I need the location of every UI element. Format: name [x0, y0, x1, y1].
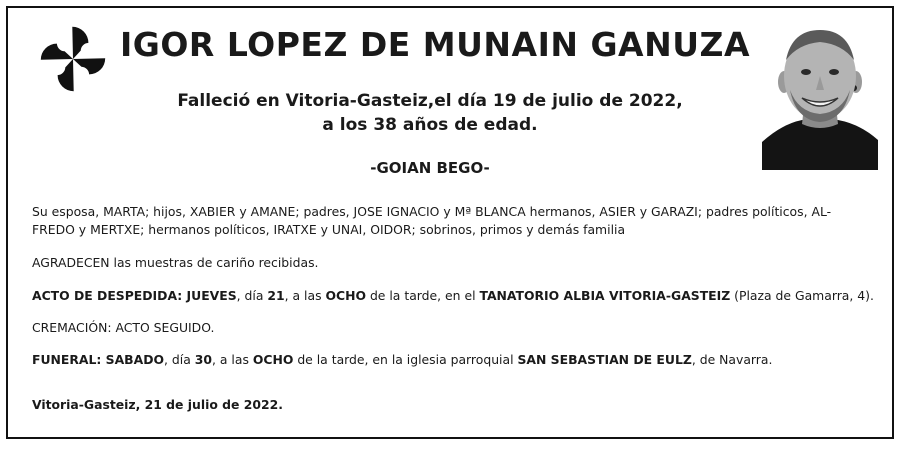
- farewell-place: TANATORIO ALBIA VITORIA-GASTEIZ: [479, 288, 731, 303]
- funeral-place: SAN SEBASTIAN DE EULZ: [517, 352, 692, 367]
- funeral-text-2: , a las: [212, 352, 253, 367]
- farewell-text-2: , a las: [284, 288, 326, 303]
- closing-date-line: Vitoria-Gasteiz, 21 de julio de 2022.: [32, 397, 283, 412]
- funeral-label: FUNERAL: SABADO: [32, 352, 165, 367]
- deceased-name: IGOR LOPEZ DE MUNAIN GANUZA: [120, 25, 750, 64]
- farewell-text-3: de la tarde, en el: [366, 288, 480, 303]
- funeral-text-1: , día: [164, 352, 195, 367]
- farewell-text-4: (Plaza de Gamarra, 4).: [730, 288, 874, 303]
- farewell-act-paragraph: [32, 286, 882, 306]
- funeral-hour: OCHO: [252, 352, 294, 367]
- goian-bego-heading: -GOIAN BEGO-: [370, 159, 490, 177]
- funeral-text-3: de la tarde, en la iglesia parroquial: [293, 352, 518, 367]
- farewell-hour: OCHO: [325, 288, 366, 303]
- lauburu-icon: [38, 24, 108, 94]
- family-list-line-1: Su esposa, MARTA; hijos, XABIER y AMANE; padres, JOSE IGNACIO y Mª BLANCA hermanos, ASIER y GARAZI; padres políticos, AL-: [32, 204, 832, 219]
- thanks-paragraph: AGRADECEN las muestras de cariño recibidas.: [32, 255, 319, 270]
- farewell-act-label: ACTO DE DESPEDIDA: JUEVES: [32, 288, 237, 303]
- cremation-paragraph: CREMACIÓN: ACTO SEGUIDO.: [32, 320, 215, 335]
- death-statement-line-2: a los 38 años de edad.: [322, 115, 538, 135]
- funeral-paragraph: [32, 350, 882, 370]
- portrait-photo: [762, 20, 878, 170]
- family-list-line-2: FREDO y MERTXE; hermanos políticos, IRATXE y UNAI, OIDOR; sobrinos, primos y demás familia: [32, 222, 626, 237]
- funeral-day: 30: [194, 352, 212, 367]
- farewell-day: 21: [267, 288, 285, 303]
- farewell-text-1: , día: [236, 288, 268, 303]
- funeral-text-4: , de Navarra.: [691, 352, 773, 367]
- death-statement-line-1: Falleció en Vitoria-Gasteiz,el día 19 de julio de 2022,: [177, 91, 683, 111]
